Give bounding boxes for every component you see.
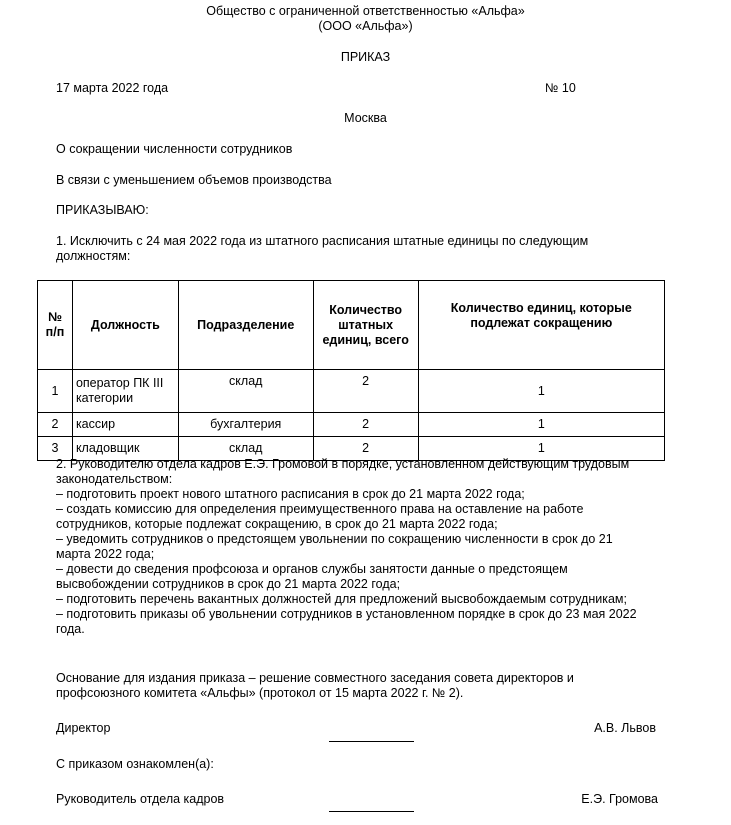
task-list-item: – подготовить приказы об увольнении сотрудников в установленном порядке в срок до 23 мая 2022 года. — [56, 607, 637, 636]
cell-department: бухгалтерия — [178, 413, 313, 437]
cell-number: 3 — [38, 437, 73, 461]
order-number: № 10 — [545, 81, 576, 95]
task-list-item: – подготовить проект нового штатного расписания в срок до 21 марта 2022 года; — [56, 487, 525, 501]
cell-department: склад — [178, 437, 313, 461]
cell-department: склад — [178, 370, 313, 413]
order-city: Москва — [344, 111, 387, 125]
hr-head-name: Е.Э. Громова — [581, 792, 658, 806]
task-list-item: – подготовить перечень вакантных должностей для предложений высвобождаемым сотрудникам; — [56, 592, 627, 606]
hr-head-title: Руководитель отдела кадров — [56, 792, 225, 806]
cell-position: кассир — [72, 413, 178, 437]
cell-total: 2 — [313, 437, 418, 461]
hr-signature-line — [329, 811, 414, 812]
table-row — [38, 413, 665, 437]
order-basis: Основание для издания приказа – решение совместного заседания совета директоров и профсоюзного комитета «Альфы» (протокол от 15 марта 2022 г. № 2). — [56, 671, 574, 700]
director-name: А.В. Львов — [594, 721, 656, 735]
header-total-units: Количество штатных единиц, всего — [313, 281, 418, 370]
header-position: Должность — [72, 281, 178, 370]
order-reason: В связи с уменьшением объемов производства — [56, 173, 332, 187]
cell-number: 1 — [38, 370, 73, 413]
cell-number: 2 — [38, 413, 73, 437]
order-directive: ПРИКАЗЫВАЮ: — [56, 203, 149, 217]
staff-reduction-table — [37, 280, 665, 461]
cell-position: оператор ПК III категории — [72, 370, 178, 413]
order-item-1: 1. Исключить с 24 мая 2022 года из штатного расписания штатные единицы по следующим должностям: — [56, 234, 589, 263]
task-list-item: – уведомить сотрудников о предстоящем увольнении по сокращению численности в срок до 21 марта 2022 года; — [56, 532, 613, 561]
org-full-name: Общество с ограниченной ответственностью «Альфа» — [206, 4, 525, 18]
header-units-to-reduce: Количество единиц, которые подлежат сокращению — [418, 281, 664, 370]
header-department: Подразделение — [178, 281, 313, 370]
order-date: 17 марта 2022 года — [56, 81, 169, 95]
table-row — [38, 370, 665, 413]
cell-reduce: 1 — [418, 413, 664, 437]
task-list-item: – довести до сведения профсоюза и органов службы занятости данные о предстоящем высвобождении сотрудников в срок до 21 марта 2022 года; — [56, 562, 568, 591]
cell-total: 2 — [313, 413, 418, 437]
org-short-name: (ООО «Альфа») — [318, 19, 413, 33]
acknowledgement-label: С приказом ознакомлен(а): — [56, 757, 214, 771]
order-item-2 — [56, 457, 646, 637]
task-list-item: – создать комиссию для определения преимущественного права на оставление на работе сотрудников, которые подлежат сокращению, в срок до 21 марта 2022 года; — [56, 502, 584, 531]
cell-total: 2 — [313, 370, 418, 413]
header-number: № п/п — [38, 281, 73, 370]
cell-reduce: 1 — [418, 437, 664, 461]
item-2-intro: 2. Руководителю отдела кадров Е.Э. Громовой в порядке, установленном действующим трудовым законодательством: — [56, 457, 630, 486]
director-signature-line — [329, 741, 414, 742]
cell-reduce: 1 — [418, 370, 664, 413]
table-header-row — [38, 281, 665, 370]
order-subject: О сокращении численности сотрудников — [56, 142, 293, 156]
director-title: Директор — [56, 721, 111, 735]
cell-position: кладовщик — [72, 437, 178, 461]
document-title: ПРИКАЗ — [340, 50, 391, 64]
